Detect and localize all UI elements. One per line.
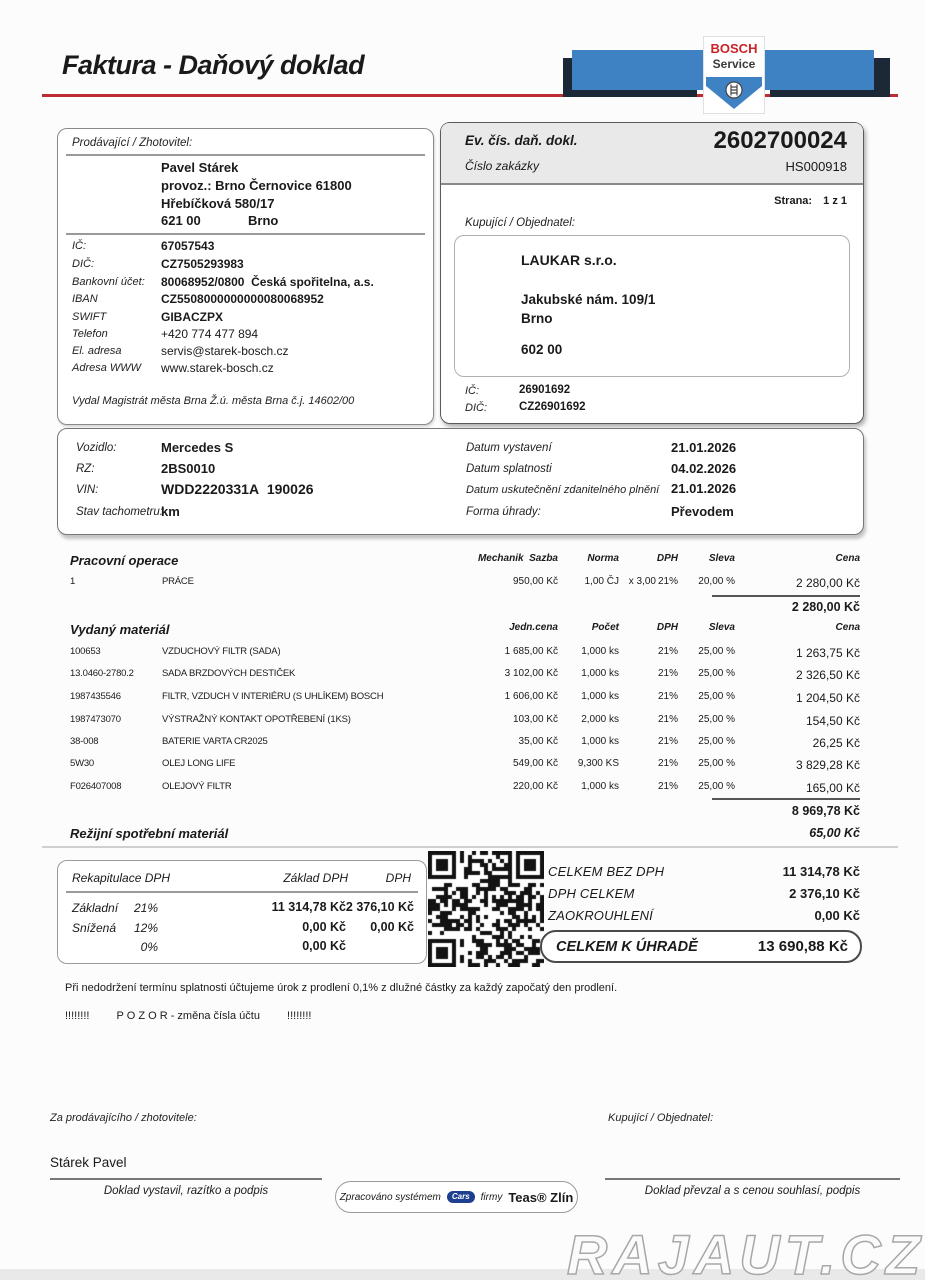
- material-unit-price: 103,00 Kč: [512, 714, 558, 725]
- seller-field-value: CZ7505293983: [161, 257, 244, 271]
- material-row: [57, 668, 862, 682]
- col-header-sleva: Sleva: [708, 553, 735, 564]
- seller-field-label: El. adresa: [72, 345, 122, 357]
- doc-number-label: Ev. čís. daň. dokl.: [465, 133, 578, 148]
- logo-blue-bar-left: [572, 50, 706, 90]
- seller-field-label: Adresa WWW: [72, 362, 142, 374]
- vat-row-base: 11 314,78 Kč: [271, 900, 346, 914]
- material-code: F026407008: [70, 781, 122, 792]
- vehicle-box: [57, 428, 864, 535]
- date-label: Datum uskutečnění zdanitelného plnění: [466, 484, 660, 496]
- material-row: [57, 758, 862, 772]
- vehicle-label: Vozidlo:: [76, 442, 117, 454]
- col-header-cena: Cena: [835, 553, 860, 564]
- buyer-ic: 26901692: [519, 384, 571, 396]
- material-description: FILTR, VZDUCH V INTERIÉRU (S UHLÍKEM) BOSCH: [162, 691, 384, 702]
- seller-label: Prodávající / Zhotovitel:: [72, 137, 193, 149]
- seller-field-label: IČ:: [72, 240, 87, 252]
- seller-field-label: Bankovní účet:: [72, 276, 145, 288]
- col-header-jedncena: Jedn.cena: [509, 622, 558, 633]
- vat-row-name: Základní: [72, 901, 119, 915]
- work-row-coef: x 3,00: [628, 576, 656, 587]
- work-row-discount: 20,00 %: [698, 576, 735, 587]
- seller-signature-line: [50, 1178, 322, 1180]
- bosch-wordmark: BOSCH: [710, 41, 758, 56]
- buyer-zip: 602 00: [521, 342, 563, 357]
- seller-field-label: SWIFT: [72, 311, 107, 323]
- vat-row-pct: 21%: [133, 901, 158, 915]
- material-vat: 21%: [657, 758, 678, 769]
- material-description: BATERIE VARTA CR2025: [162, 736, 268, 747]
- col-header-norma: Norma: [587, 553, 619, 564]
- vat-row-pct: 12%: [133, 921, 158, 935]
- material-unit-price: 35,00 Kč: [518, 736, 558, 747]
- grand-total-value: 13 690,88 Kč: [757, 938, 848, 955]
- material-description: OLEJ LONG LIFE: [162, 758, 236, 769]
- seller-field-label: IBAN: [72, 293, 98, 305]
- page-indicator-value: 1 z 1: [823, 195, 847, 207]
- logo-blue-bar-right: [762, 50, 874, 90]
- seller-name: Pavel Stárek: [161, 160, 239, 175]
- doc-number: 2602700024: [713, 127, 847, 154]
- material-unit-price: 220,00 Kč: [512, 781, 558, 792]
- date-label: Datum vystavení: [466, 442, 552, 454]
- material-discount: 25,00 %: [698, 714, 735, 725]
- col-header-sleva: Sleva: [708, 622, 735, 633]
- material-code: 1987473070: [70, 714, 121, 725]
- account-change-warning: [65, 1010, 311, 1022]
- buyer-address-box: [454, 235, 850, 377]
- vat-row-dph: 2 376,10 Kč: [345, 900, 414, 914]
- material-unit-price: 549,00 Kč: [512, 758, 558, 769]
- warning-text: P O Z O R - změna čísla účtu: [116, 1010, 260, 1022]
- overhead-label: Režijní spotřební materiál: [70, 826, 229, 841]
- material-unit-price: 1 606,00 Kč: [504, 691, 558, 702]
- seller-field-label: DIČ:: [72, 258, 94, 270]
- material-price: 1 204,50 Kč: [795, 691, 860, 705]
- material-vat: 21%: [657, 646, 678, 657]
- teas-cars-logo: Cars: [447, 1191, 475, 1203]
- buyer-signature-line: [605, 1178, 900, 1180]
- material-price: 3 829,28 Kč: [795, 758, 860, 772]
- material-qty: 1,000 ks: [581, 736, 619, 747]
- overhead-row: [57, 826, 862, 840]
- material-vat: 21%: [657, 736, 678, 747]
- seller-field-value: GIBACZPX: [161, 310, 224, 324]
- material-code: 100653: [70, 646, 101, 657]
- late-fee-note: Při nedodržení termínu splatnosti účtujeme úrok z prodlení 0,1% z dlužné částky za každý započatý den prodlení.: [65, 982, 618, 994]
- material-code: 5W30: [70, 758, 95, 769]
- buyer-name: LAUKAR s.r.o.: [521, 252, 617, 268]
- vehicle-label: VIN:: [76, 484, 99, 496]
- vat-row-pct: 0%: [140, 940, 158, 954]
- seller-signature-caption: Doklad vystavil, razítko a podpis: [103, 1185, 269, 1197]
- date-label: Datum splatnosti: [466, 463, 552, 475]
- order-number-label: Číslo zakázky: [465, 159, 540, 173]
- grand-total-box: [540, 930, 862, 963]
- invoice-buyer-box: [440, 122, 864, 424]
- material-discount: 25,00 %: [698, 646, 735, 657]
- vat-row-base: 0,00 Kč: [302, 939, 346, 953]
- buyer-label: Kupující / Objednatel:: [465, 217, 575, 229]
- material-code: 1987435546: [70, 691, 121, 702]
- work-row-norm: 1,00 ČJ: [584, 576, 619, 587]
- seller-address-line3: Hřebíčková 580/17: [161, 196, 275, 211]
- total-value: 2 376,10 Kč: [789, 886, 860, 901]
- materials-subtotal-rule: [712, 798, 860, 800]
- page-title: Faktura - Daňový doklad: [62, 50, 365, 80]
- vehicle-odometer: km: [161, 504, 180, 519]
- material-qty: 1,000 ks: [581, 668, 619, 679]
- vehicle-value: Mercedes S: [161, 440, 234, 455]
- total-label: ZAOKROUHLENÍ: [548, 908, 653, 923]
- material-price: 26,25 Kč: [812, 736, 860, 750]
- seller-address-line2: provoz.: Brno Černovice 61800: [161, 178, 352, 193]
- material-row: [57, 736, 862, 750]
- material-vat: 21%: [657, 668, 678, 679]
- buyer-street: Jakubské nám. 109/1: [521, 292, 656, 307]
- total-value: 0,00 Kč: [814, 908, 860, 923]
- materials-table: [57, 618, 862, 843]
- work-row-price: 2 280,00 Kč: [795, 576, 860, 590]
- material-discount: 25,00 %: [698, 736, 735, 747]
- totals-section: [540, 856, 862, 966]
- work-row-rate: 950,00 Kč: [512, 576, 558, 587]
- seller-field-value: CZ5508000000000080068952: [161, 292, 324, 306]
- material-discount: 25,00 %: [698, 668, 735, 679]
- buyer-signature-caption: Doklad převzal a s cenou souhlasí, podpis: [644, 1185, 861, 1197]
- material-code: 38-008: [70, 736, 99, 747]
- vehicle-label: Stav tachometru:: [76, 506, 163, 518]
- qr-code: [428, 851, 544, 967]
- bosch-logo-box: [704, 37, 764, 113]
- seller-signature-name: Stárek Pavel: [50, 1155, 127, 1170]
- material-description: VÝSTRAŽNÝ KONTAKT OPOTŘEBENÍ (1KS): [162, 714, 351, 725]
- bosch-service-wordmark: Service: [712, 57, 756, 71]
- order-number: HS000918: [785, 159, 847, 174]
- material-row: [57, 646, 862, 660]
- material-row: [57, 714, 862, 728]
- material-description: OLEJOVÝ FILTR: [162, 781, 232, 792]
- grand-total-label: CELKEM K ÚHRADĚ: [556, 939, 698, 955]
- invoice-header-band: [441, 123, 863, 185]
- material-code: 13.0460-2780.2: [70, 668, 134, 679]
- material-qty: 1,000 ks: [581, 781, 619, 792]
- buyer-dic-label: DIČ:: [465, 402, 487, 414]
- vehicle-vin: WDD2220331A 190026: [161, 481, 314, 497]
- materials-title: Vydaný materiál: [70, 622, 170, 637]
- warning-exclamation-right: !!!!!!!!: [287, 1010, 312, 1022]
- materials-header-row: [57, 622, 862, 636]
- material-qty: 9,300 KS: [577, 758, 619, 769]
- seller-city: Brno: [248, 213, 279, 228]
- work-subtotal-rule: [712, 595, 860, 597]
- buyer-city: Brno: [521, 311, 553, 326]
- material-qty: 1,000 ks: [581, 691, 619, 702]
- payment-method-value: Převodem: [671, 504, 734, 519]
- material-discount: 25,00 %: [698, 691, 735, 702]
- material-description: VZDUCHOVÝ FILTR (SADA): [162, 646, 281, 657]
- pill-prefix: Zpracováno systémem: [339, 1191, 441, 1203]
- seller-zip: 621 00: [161, 213, 201, 228]
- material-row: [57, 781, 862, 795]
- buyer-signature-label: Kupující / Objednatel:: [608, 1112, 714, 1124]
- overhead-value: 65,00 Kč: [809, 826, 860, 840]
- work-row-number: 1: [70, 576, 76, 587]
- seller-field-value: 80068952/0800 Česká spořitelna, a.s.: [161, 275, 374, 289]
- vat-row-base: 0,00 Kč: [302, 920, 346, 934]
- material-unit-price: 3 102,00 Kč: [504, 668, 558, 679]
- work-row: [57, 576, 862, 590]
- date-value: 21.01.2026: [671, 481, 737, 496]
- seller-email: servis@starek-bosch.cz: [161, 344, 289, 358]
- page-indicator-label: Strana:: [774, 195, 813, 207]
- date-value: 21.01.2026: [671, 440, 737, 455]
- col-header-pocet: Počet: [591, 622, 619, 633]
- seller-phone: +420 774 477 894: [161, 327, 259, 341]
- seller-website: www.starek-bosch.cz: [161, 361, 274, 375]
- vat-recap-header: Rekapitulace DPH: [72, 871, 171, 885]
- material-row: [57, 691, 862, 705]
- buyer-dic: CZ26901692: [519, 401, 586, 413]
- material-discount: 25,00 %: [698, 758, 735, 769]
- col-header-dph: DPH: [656, 553, 678, 564]
- material-qty: 1,000 ks: [581, 646, 619, 657]
- work-operations-table: [57, 545, 862, 618]
- payment-method-label: Forma úhrady:: [466, 506, 541, 518]
- material-discount: 25,00 %: [698, 781, 735, 792]
- teas-brand: Teas® Zlín: [508, 1189, 574, 1205]
- vat-recap-box: [57, 860, 427, 964]
- vat-header-rule: [66, 891, 418, 893]
- work-row-vat: 21%: [657, 576, 678, 587]
- material-vat: 21%: [657, 781, 678, 792]
- material-vat: 21%: [657, 714, 678, 725]
- vat-row-dph: 0,00 Kč: [370, 920, 414, 934]
- vat-dph-header: DPH: [385, 871, 411, 885]
- col-header-dph: DPH: [656, 622, 678, 633]
- section-divider: [42, 846, 898, 848]
- work-title: Pracovní operace: [70, 553, 179, 568]
- material-price: 2 326,50 Kč: [795, 668, 860, 682]
- material-price: 1 263,75 Kč: [795, 646, 860, 660]
- seller-box: [57, 128, 434, 425]
- seller-field-value: 67057543: [161, 239, 215, 253]
- processing-system-pill: [335, 1181, 578, 1213]
- materials-subtotal: 8 969,78 Kč: [791, 804, 860, 818]
- work-header-row: [57, 553, 862, 567]
- total-value: 11 314,78 Kč: [782, 864, 860, 879]
- material-price: 154,50 Kč: [805, 714, 860, 728]
- material-unit-price: 1 685,00 Kč: [504, 646, 558, 657]
- work-row-description: PRÁCE: [162, 576, 194, 587]
- total-label: DPH CELKEM: [548, 886, 635, 901]
- material-qty: 2,000 ks: [581, 714, 619, 725]
- material-description: SADA BRZDOVÝCH DESTIČEK: [162, 668, 296, 679]
- seller-divider-2: [66, 233, 425, 235]
- col-header-mechanik-sazba: Mechanik Sazba: [477, 553, 558, 564]
- page-indicator: [774, 195, 847, 207]
- total-label: CELKEM BEZ DPH: [548, 864, 665, 879]
- seller-divider-1: [66, 154, 425, 156]
- material-price: 165,00 Kč: [805, 781, 860, 795]
- col-header-cena: Cena: [835, 622, 860, 633]
- pill-middle: firmy: [480, 1191, 503, 1203]
- vehicle-value: 2BS0010: [161, 461, 216, 476]
- vehicle-label: RZ:: [76, 463, 95, 475]
- bosch-pentagon: [706, 77, 762, 109]
- buyer-ic-label: IČ:: [465, 385, 480, 397]
- material-vat: 21%: [657, 691, 678, 702]
- date-value: 04.02.2026: [671, 461, 737, 476]
- vat-base-header: Základ DPH: [283, 871, 348, 885]
- spark-plug-icon: [724, 80, 744, 100]
- watermark: RAJAUT.CZ: [566, 1223, 925, 1280]
- work-subtotal: 2 280,00 Kč: [791, 600, 860, 614]
- warning-exclamation-left: !!!!!!!!: [65, 1010, 90, 1022]
- seller-registry-note: Vydal Magistrát města Brna Ž.ú. města Brna č.j. 14602/00: [72, 395, 355, 407]
- seller-field-label: Telefon: [72, 328, 108, 340]
- vat-row-name: Snížená: [72, 921, 117, 935]
- seller-signature-label: Za prodávajícího / zhotovitele:: [50, 1112, 197, 1124]
